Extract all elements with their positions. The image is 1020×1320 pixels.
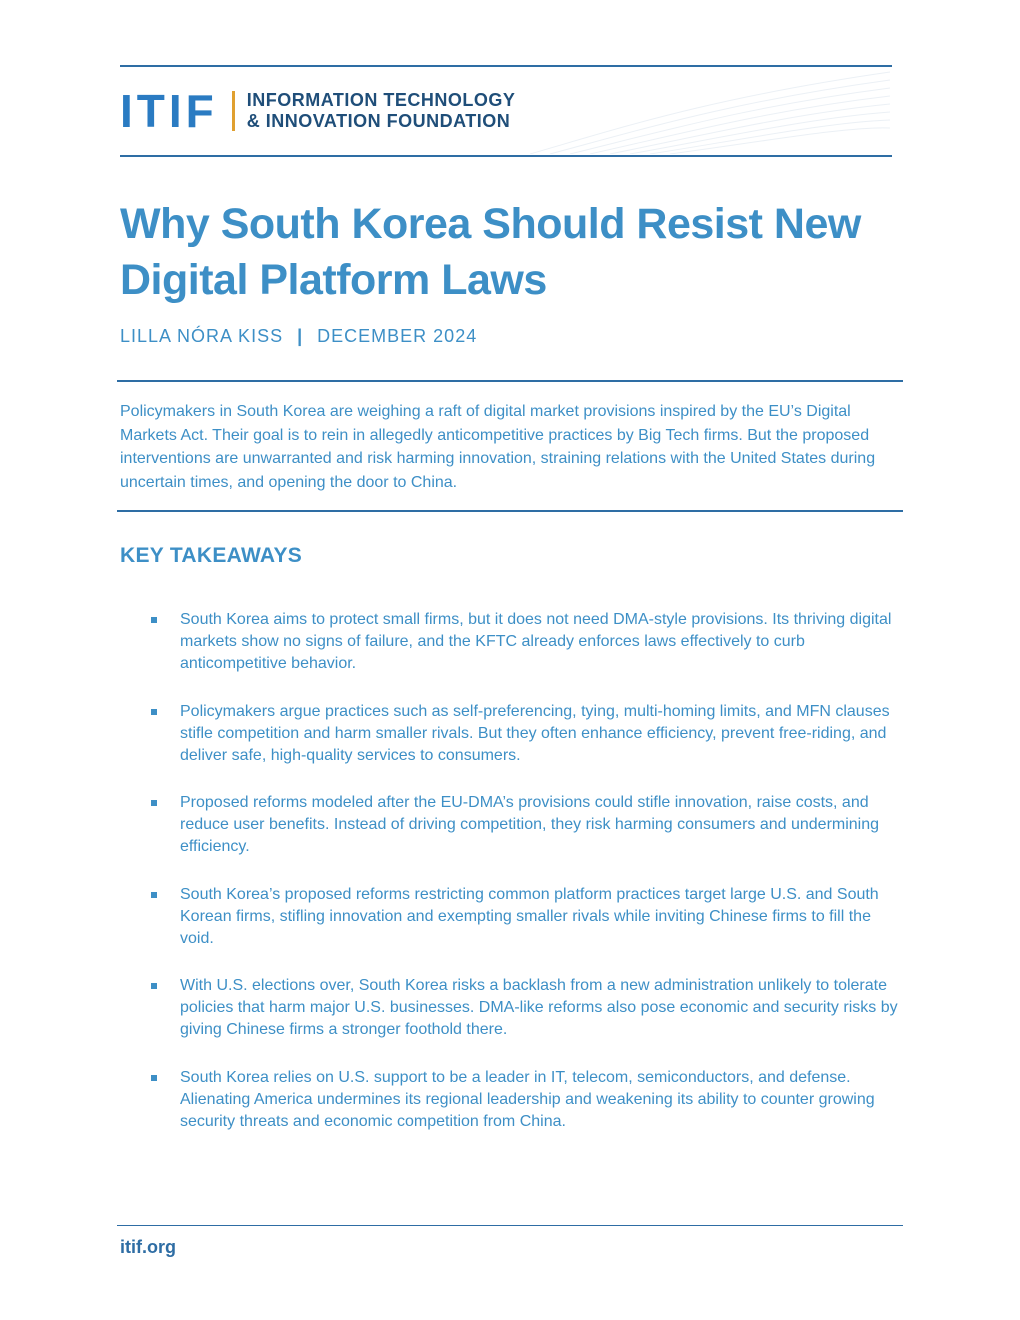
takeaway-text: Policymakers argue practices such as self-preferencing, tying, multi-homing limits, and MFN clauses stifle competition and harm smaller rivals. But they often enhance efficiency, prevent free-riding, and deliver safe, high-quality services to consumers. [180, 702, 890, 764]
takeaway-text: With U.S. elections over, South Korea risks a backlash from a new administration unlikely to tolerate policies that harm major U.S. businesses. DMA-like reforms also pose economic and security risks by giving Chinese firms a stronger foothold there. [180, 977, 898, 1038]
square-bullet-icon [151, 617, 157, 623]
author-name: LILLA NÓRA KISS [120, 326, 284, 346]
logo-org-name [247, 90, 516, 132]
square-bullet-icon [151, 983, 157, 989]
square-bullet-icon [151, 709, 157, 715]
header-pattern [530, 68, 890, 154]
byline-separator: | [297, 326, 304, 346]
square-bullet-icon [151, 1075, 157, 1081]
logo-mark: ITIF [120, 85, 218, 137]
logo-separator [232, 91, 235, 131]
key-takeaways-list [148, 609, 908, 1158]
takeaway-text: Proposed reforms modeled after the EU-DMA’s provisions could stifle innovation, raise costs, and reduce user benefits. Instead of driving competition, they risk harming consumers and undermining efficiency. [180, 794, 880, 855]
square-bullet-icon [151, 800, 157, 806]
abstract-top-rule [117, 380, 903, 382]
page-title: Why South Korea Should Resist New Digital Platform Laws [120, 200, 861, 304]
takeaway-item [148, 792, 908, 858]
abstract: Policymakers in South Korea are weighing a raft of digital market provisions inspired by the EU’s Digital Markets Act. Their goal is to rein in allegedly anticompetitive practices by Big Tech firms. But the proposed interventions are unwarranted and risk harming innovation, straining relations with the United States during uncertain times, and opening the door to China. [120, 403, 876, 491]
itif-logo[interactable] [120, 85, 516, 137]
abstract-bottom-rule [117, 510, 903, 512]
footer-website-link[interactable]: itif.org [120, 1237, 176, 1257]
logo-org-line-2: & INNOVATION FOUNDATION [246, 111, 511, 131]
key-takeaways-heading: KEY TAKEAWAYS [120, 544, 303, 567]
takeaway-text: South Korea’s proposed reforms restricting common platform practices target large U.S. and South Korean firms, stifling innovation and exempting smaller rivals while inviting Chinese firms to fill the void. [180, 885, 879, 947]
header-bottom-rule [120, 155, 892, 157]
byline [120, 326, 477, 347]
takeaway-item [148, 701, 908, 767]
takeaway-text: South Korea relies on U.S. support to be a leader in IT, telecom, semiconductors, and defense. Alienating America undermines its regional leadership and weakening its ability to counter growing security threats and economic competition from China. [180, 1068, 875, 1130]
publication-date: DECEMBER 2024 [317, 326, 478, 346]
header-top-rule [120, 65, 892, 67]
takeaway-text: South Korea aims to protect small firms, but it does not need DMA-style provisions. Its thriving digital markets show no signs of failure, and the KFTC already enforces laws effectively to curb anticompetitive behavior. [180, 611, 892, 672]
takeaway-item [148, 609, 908, 675]
logo-org-line-1: INFORMATION TECHNOLOGY [246, 90, 516, 110]
square-bullet-icon [151, 892, 157, 898]
footer-rule [117, 1225, 903, 1226]
takeaway-item [148, 884, 908, 950]
takeaway-item [148, 1067, 908, 1133]
takeaway-item [148, 975, 908, 1041]
